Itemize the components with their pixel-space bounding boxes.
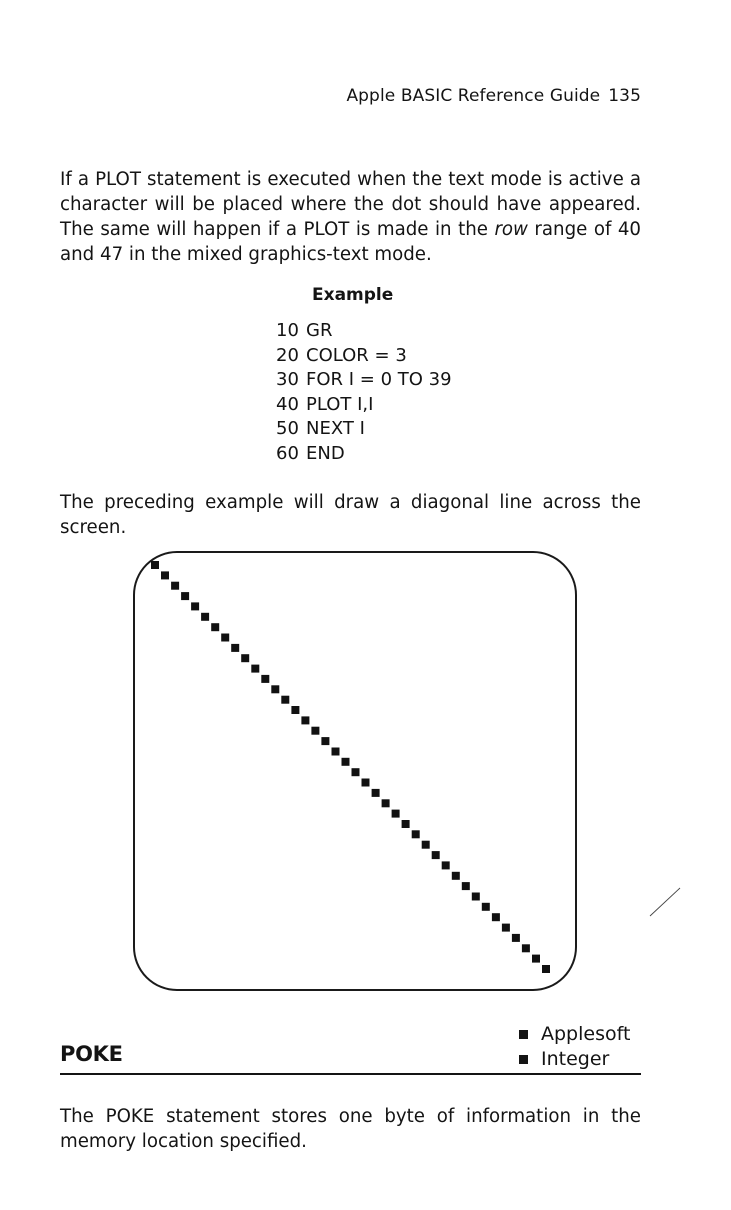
bullet-square-icon <box>519 1030 528 1039</box>
statement: PLOT I,I <box>306 393 374 415</box>
statement: NEXT I <box>306 418 365 439</box>
statement: COLOR = 3 <box>306 344 407 366</box>
badge-label: Integer <box>541 1048 610 1070</box>
section-title-poke: POKE <box>60 1042 123 1066</box>
paragraph-line: and 47 in the mixed graphics-text mode. <box>60 244 432 265</box>
code-line <box>276 344 452 369</box>
paragraph-line: screen. <box>60 517 127 538</box>
screen-frame-illustration <box>133 551 577 991</box>
badge-integer <box>519 1047 630 1072</box>
paragraph-line: If a PLOT statement is executed when the text mode is active a <box>60 169 641 190</box>
paragraph-line <box>60 217 641 242</box>
line-number: 20 <box>276 344 299 366</box>
section-rule <box>60 1073 641 1075</box>
paragraph-diagonal-description <box>60 490 641 540</box>
running-head <box>300 86 641 106</box>
badge-label: Applesoft <box>541 1023 631 1045</box>
statement: GR <box>306 320 333 341</box>
running-head-title: Apple BASIC Reference Guide <box>346 86 601 106</box>
text-run: The same will happen if a PLOT is made in the <box>60 219 495 240</box>
code-line <box>276 417 452 442</box>
code-line <box>276 393 452 418</box>
stray-pencil-mark <box>648 886 682 918</box>
example-code-listing <box>276 319 452 466</box>
paragraph-line: The preceding example will draw a diagonal line across the <box>60 492 641 513</box>
code-line <box>276 442 452 467</box>
line-number: 30 <box>276 369 299 390</box>
statement: END <box>306 442 345 464</box>
paragraph-poke-description <box>60 1104 641 1154</box>
code-line <box>276 368 452 393</box>
paragraph-plot-text-mode <box>60 167 641 267</box>
paragraph-line: character will be placed where the dot should have appeared. <box>60 194 641 215</box>
code-line <box>276 319 452 344</box>
text-run: range of 40 <box>527 219 641 240</box>
badge-applesoft <box>519 1022 630 1047</box>
dialect-badges <box>519 1022 630 1072</box>
paragraph-line: The POKE statement stores one byte of information in the <box>60 1106 641 1127</box>
line-number: 40 <box>276 393 299 415</box>
statement: FOR I = 0 TO 39 <box>306 369 452 390</box>
bullet-square-icon <box>519 1055 528 1064</box>
line-number: 50 <box>276 418 299 439</box>
example-title: Example <box>312 285 394 305</box>
emphasis-row: row <box>494 219 528 240</box>
line-number: 10 <box>276 320 299 341</box>
page-number: 135 <box>608 86 641 106</box>
paragraph-line: memory location specified. <box>60 1131 307 1152</box>
line-number: 60 <box>276 442 299 464</box>
